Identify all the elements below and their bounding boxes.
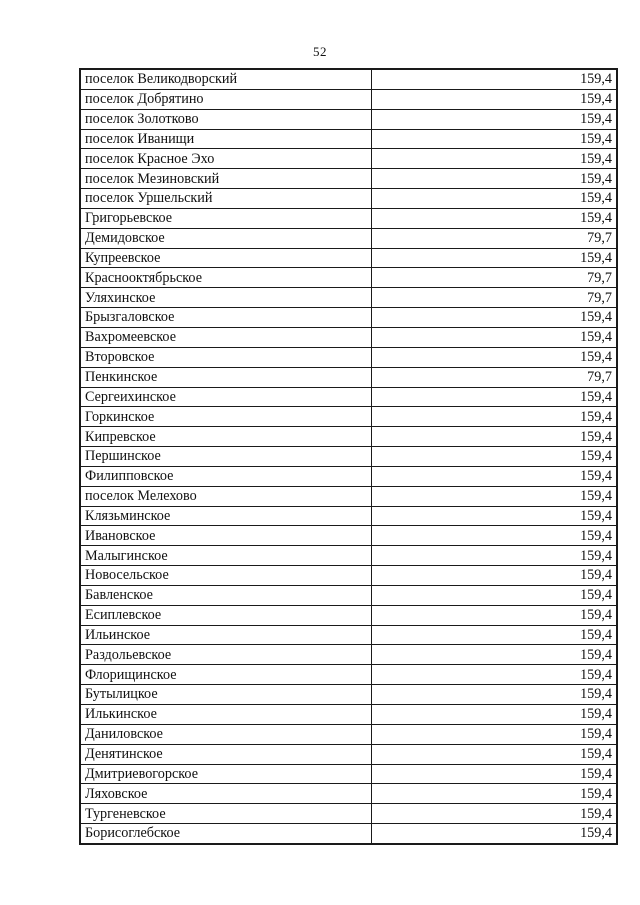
table-row [80, 506, 617, 526]
table-row [80, 387, 617, 407]
settlement-name-cell: Малыгинское [80, 546, 372, 566]
settlement-name-cell: поселок Добрятино [80, 89, 372, 109]
settlement-name-cell: поселок Уршельский [80, 189, 372, 209]
settlement-name-cell: Вахромеевское [80, 327, 372, 347]
table-row [80, 605, 617, 625]
settlement-value-cell: 159,4 [372, 189, 618, 209]
table-row [80, 824, 617, 844]
table-row [80, 486, 617, 506]
settlement-name-cell: Бавленское [80, 585, 372, 605]
settlement-value-cell: 159,4 [372, 744, 618, 764]
settlement-value-cell: 159,4 [372, 308, 618, 328]
table-row [80, 566, 617, 586]
settlement-value-cell: 159,4 [372, 169, 618, 189]
settlement-name-cell: поселок Мезиновский [80, 169, 372, 189]
settlement-name-cell: Филипповское [80, 466, 372, 486]
settlement-value-cell: 159,4 [372, 665, 618, 685]
table-row [80, 169, 617, 189]
settlement-name-cell: Краснооктябрьское [80, 268, 372, 288]
settlements-table-container [79, 68, 618, 845]
settlement-value-cell: 159,4 [372, 605, 618, 625]
settlement-value-cell: 159,4 [372, 466, 618, 486]
settlement-value-cell: 79,7 [372, 288, 618, 308]
settlement-name-cell: Есиплевское [80, 605, 372, 625]
settlement-name-cell: Денятинское [80, 744, 372, 764]
settlement-value-cell: 159,4 [372, 804, 618, 824]
settlement-name-cell: Пенкинское [80, 367, 372, 387]
settlements-table [79, 68, 618, 845]
settlement-name-cell: Дмитриевогорское [80, 764, 372, 784]
settlement-name-cell: Бутылицкое [80, 685, 372, 705]
settlement-name-cell: Борисоглебское [80, 824, 372, 844]
table-row [80, 784, 617, 804]
settlement-name-cell: Раздольевское [80, 645, 372, 665]
settlement-value-cell: 159,4 [372, 585, 618, 605]
settlement-value-cell: 79,7 [372, 268, 618, 288]
table-row [80, 625, 617, 645]
settlement-value-cell: 159,4 [372, 427, 618, 447]
settlement-value-cell: 159,4 [372, 407, 618, 427]
table-row [80, 546, 617, 566]
table-row [80, 427, 617, 447]
settlement-name-cell: поселок Мелехово [80, 486, 372, 506]
settlement-value-cell: 79,7 [372, 228, 618, 248]
table-row [80, 208, 617, 228]
table-row [80, 69, 617, 89]
table-row [80, 764, 617, 784]
settlement-name-cell: Сергеихинское [80, 387, 372, 407]
table-row [80, 149, 617, 169]
table-row [80, 407, 617, 427]
settlement-name-cell: Клязьминское [80, 506, 372, 526]
settlement-value-cell: 159,4 [372, 129, 618, 149]
table-row [80, 585, 617, 605]
settlement-value-cell: 159,4 [372, 546, 618, 566]
settlement-name-cell: Кипревское [80, 427, 372, 447]
settlement-name-cell: Даниловское [80, 724, 372, 744]
settlement-value-cell: 159,4 [372, 149, 618, 169]
page-number: 52 [313, 44, 327, 59]
settlement-name-cell: Второвское [80, 347, 372, 367]
table-row [80, 228, 617, 248]
settlement-value-cell: 79,7 [372, 367, 618, 387]
table-row [80, 248, 617, 268]
settlement-name-cell: Демидовское [80, 228, 372, 248]
table-row [80, 447, 617, 467]
settlement-value-cell: 159,4 [372, 208, 618, 228]
settlement-name-cell: поселок Иванищи [80, 129, 372, 149]
settlement-name-cell: Илькинское [80, 705, 372, 725]
table-row [80, 189, 617, 209]
settlement-name-cell: Купреевское [80, 248, 372, 268]
settlement-name-cell: поселок Красное Эхо [80, 149, 372, 169]
settlement-value-cell: 159,4 [372, 705, 618, 725]
settlement-value-cell: 159,4 [372, 69, 618, 89]
settlement-name-cell: Ильинское [80, 625, 372, 645]
table-body [80, 69, 617, 844]
settlement-value-cell: 159,4 [372, 685, 618, 705]
table-row [80, 308, 617, 328]
table-row [80, 327, 617, 347]
settlement-name-cell: поселок Золотково [80, 109, 372, 129]
settlement-name-cell: Флорищинское [80, 665, 372, 685]
settlement-value-cell: 159,4 [372, 248, 618, 268]
table-row [80, 685, 617, 705]
settlement-value-cell: 159,4 [372, 387, 618, 407]
table-row [80, 724, 617, 744]
table-row [80, 288, 617, 308]
settlement-name-cell: Першинское [80, 447, 372, 467]
settlement-value-cell: 159,4 [372, 566, 618, 586]
settlement-value-cell: 159,4 [372, 764, 618, 784]
table-row [80, 89, 617, 109]
table-row [80, 367, 617, 387]
settlement-name-cell: Тургеневское [80, 804, 372, 824]
settlement-name-cell: Ляховское [80, 784, 372, 804]
settlement-value-cell: 159,4 [372, 347, 618, 367]
settlement-name-cell: Новосельское [80, 566, 372, 586]
settlement-name-cell: Брызгаловское [80, 308, 372, 328]
settlement-name-cell: Ивановское [80, 526, 372, 546]
settlement-value-cell: 159,4 [372, 526, 618, 546]
settlement-value-cell: 159,4 [372, 824, 618, 844]
settlement-value-cell: 159,4 [372, 89, 618, 109]
settlement-value-cell: 159,4 [372, 447, 618, 467]
table-row [80, 347, 617, 367]
settlement-name-cell: Григорьевское [80, 208, 372, 228]
table-row [80, 665, 617, 685]
table-row [80, 466, 617, 486]
table-row [80, 526, 617, 546]
settlement-value-cell: 159,4 [372, 506, 618, 526]
settlement-value-cell: 159,4 [372, 625, 618, 645]
settlement-value-cell: 159,4 [372, 486, 618, 506]
settlement-name-cell: Уляхинское [80, 288, 372, 308]
table-row [80, 705, 617, 725]
settlement-value-cell: 159,4 [372, 109, 618, 129]
settlement-value-cell: 159,4 [372, 784, 618, 804]
table-row [80, 744, 617, 764]
settlement-value-cell: 159,4 [372, 645, 618, 665]
table-row [80, 109, 617, 129]
settlement-name-cell: поселок Великодворский [80, 69, 372, 89]
settlement-value-cell: 159,4 [372, 327, 618, 347]
table-row [80, 645, 617, 665]
settlement-value-cell: 159,4 [372, 724, 618, 744]
table-row [80, 268, 617, 288]
table-row [80, 804, 617, 824]
table-row [80, 129, 617, 149]
settlement-name-cell: Горкинское [80, 407, 372, 427]
